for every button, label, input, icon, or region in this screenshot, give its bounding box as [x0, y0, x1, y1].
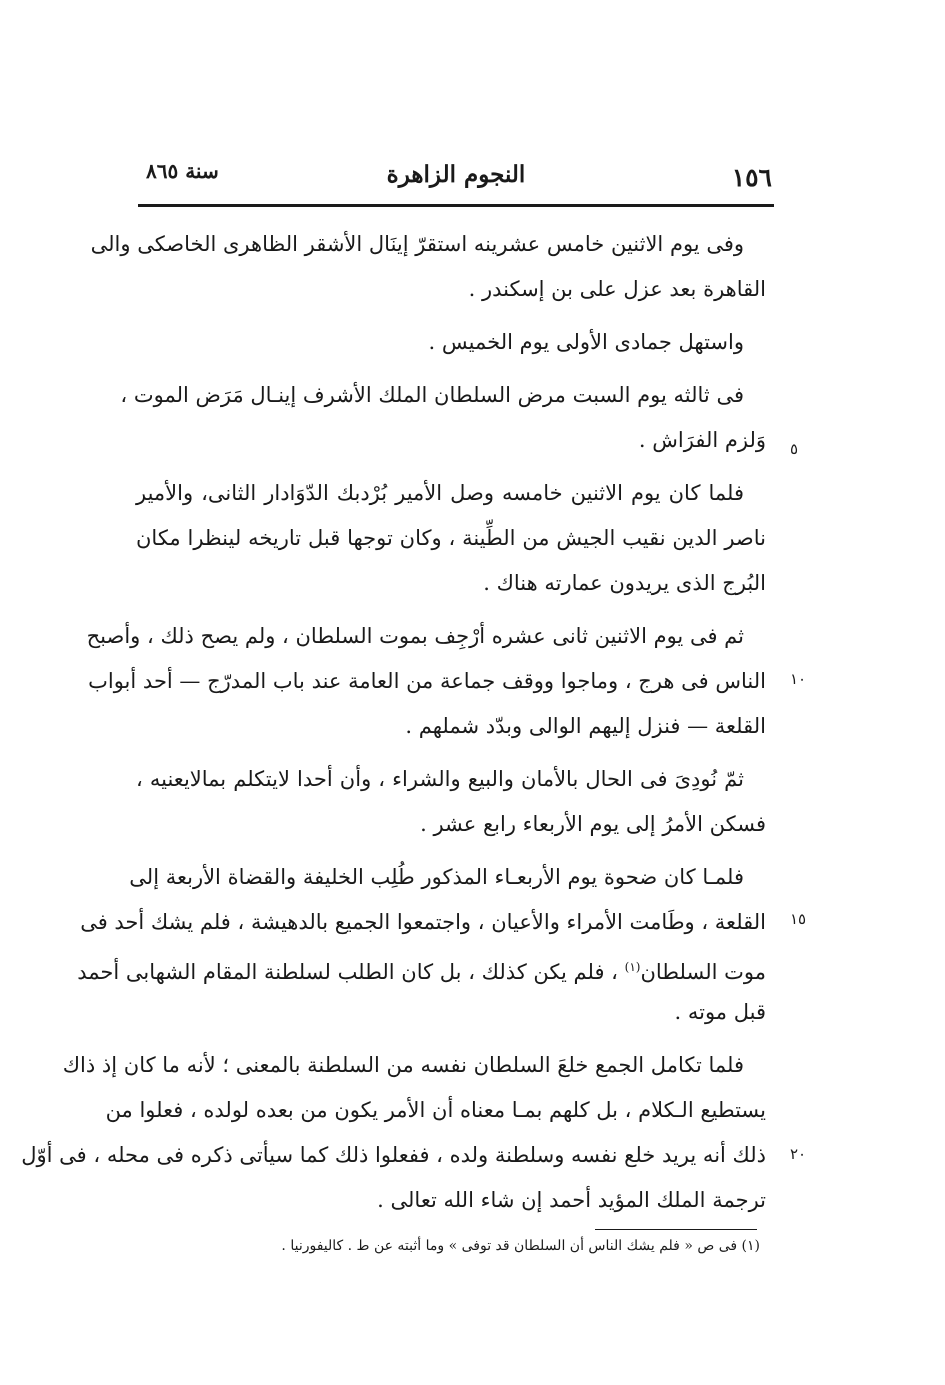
- book-title: النجوم الزاهرة: [386, 161, 526, 188]
- text-line: واستهل جمادى الأولى يوم الخميس .: [428, 330, 744, 354]
- text-line: القاهرة بعد عزل على بن إسكندر .: [468, 277, 766, 301]
- paragraph: [136, 757, 766, 847]
- paragraph: [77, 855, 766, 1035]
- text-line: فلمـا كان ضحوة يوم الأربعـاء المذكور طُلِب الخليفة والقضاة الأربعة إلى: [129, 865, 744, 889]
- text-line: ثمّ نُودِىَ فى الحال بالأمان والبيع والشراء ، وأن أحدا لايتكلم بمالايعنيه ،: [136, 767, 744, 791]
- text-line: ناصر الدين نقيب الجيش من الطِّينة ، وكان توجها قبل تاريخه لينظرا مكان: [136, 526, 766, 550]
- paragraph: [90, 222, 766, 312]
- header-rule: [138, 204, 774, 207]
- text-line: القلعة — فنزل إليهم الوالى وبدّد شملهم .: [405, 714, 766, 738]
- header-year: سنة ٨٦٥: [146, 159, 219, 183]
- text-line: فى ثالثه يوم السبت مرض السلطان الملك الأشرف إينـال مَرَض الموت ،: [120, 383, 744, 407]
- text-line: وَلزم الفرَاش .: [638, 428, 766, 452]
- text-line: البُرج الذى يريدون عمارته هناك .: [483, 571, 766, 595]
- paragraph: [136, 320, 766, 365]
- text-line: فسكن الأمرُ إلى يوم الأربعاء رابع عشر .: [420, 812, 766, 836]
- line-number-10: ١٠: [790, 670, 807, 688]
- line-number-5: ٥: [790, 440, 799, 458]
- paragraph: [86, 614, 766, 749]
- text-segment: موت السلطان: [640, 960, 766, 984]
- footnote-rule: [595, 1229, 757, 1230]
- line-number-15: ١٥: [790, 910, 807, 928]
- running-header: [138, 155, 774, 195]
- paragraph: [21, 1043, 766, 1223]
- page-number: ١٥٦: [731, 163, 772, 192]
- text-line: قبل موته .: [674, 1000, 766, 1024]
- text-line: ثم فى يوم الاثنين ثانى عشره أرْجِف بموت السلطان ، ولم يصح ذلك ، وأصبح: [86, 624, 744, 648]
- text-line: القلعة ، وطَامت الأمراء والأعيان ، واجتمعوا الجميع بالدهيشة ، فلم يشك أحد فى: [80, 910, 766, 934]
- text-line: يستطيع الـكلام ، بل كلهم بمـا معناه أن الأمر يكون من بعده لولده ، فعلوا من: [105, 1098, 766, 1122]
- paragraph: [136, 471, 766, 606]
- paragraph: [120, 373, 766, 463]
- line-number-20: ٢٠: [790, 1145, 807, 1163]
- text-line: ذلك أنه يريد خلع نفسه وسلطنة ولده ، ففعلوا ذلك كما سيأتى ذكره فى محله ، فى أوّل: [21, 1143, 766, 1167]
- footnote-reference[interactable]: (١): [624, 960, 641, 974]
- text-line: الناس فى هرج ، وماجوا ووقف جماعة من العامة عند باب المدرّج — أحد أبواب: [88, 669, 766, 693]
- text-line: فلما كان يوم الاثنين خامسه وصل الأمير بُرْدبك الدّوَادار الثانى، والأمير: [136, 481, 744, 505]
- main-text: [21, 222, 766, 1223]
- text-line: وفى يوم الاثنين خامس عشرينه استقرّ إينَال الأشقر الظاهرى الخاصكى والى: [90, 232, 744, 256]
- text-line: ترجمة الملك المؤيد أحمد إن شاء الله تعالى .: [377, 1188, 766, 1212]
- text-line: فلما تكامل الجمع خلعَ السلطان نفسه من السلطنة بالمعنى ؛ لأنه ما كان إذ ذاك: [62, 1053, 744, 1077]
- footnote: (١) فى ص « فلم يشك الناس أن السلطان قد توفى » وما أثبته عن ط . كاليفورنيا .: [281, 1238, 760, 1254]
- text-segment: ، فلم يكن كذلك ، بل كان الطلب لسلطنة المقام الشهابى أحمد: [77, 960, 618, 984]
- text-line: [77, 945, 766, 990]
